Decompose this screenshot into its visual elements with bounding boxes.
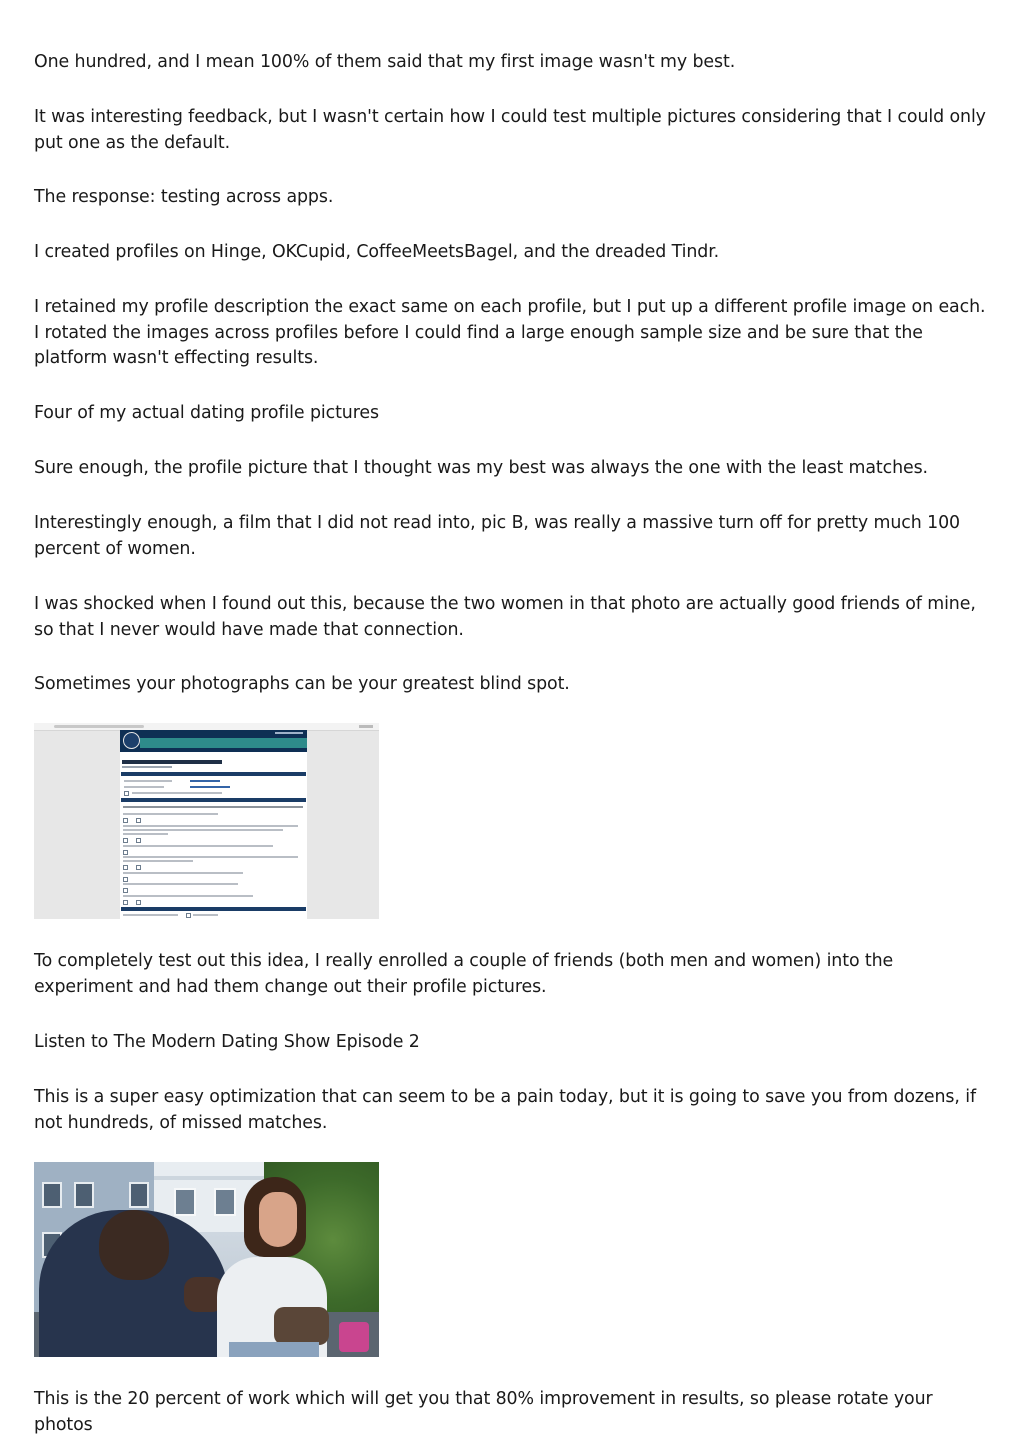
benefits-form-screenshot [34, 723, 379, 919]
couple-photo [34, 1162, 379, 1357]
paragraph: This is a super easy optimization that can seem to be a pain today, but it is going to save you from dozens, if not hundreds, of missed matches. [34, 1087, 976, 1133]
image-caption: Four of my actual dating profile pictures [34, 403, 379, 423]
paragraph: It was interesting feedback, but I wasn't certain how I could test multiple pictures considering that I could only put one as the default. [34, 107, 986, 153]
paragraph: Interestingly enough, a film that I did not read into, pic B, was really a massive turn off for pretty much 100 percent of women. [34, 513, 960, 559]
paragraph: I created profiles on Hinge, OKCupid, CoffeeMeetsBagel, and the dreaded Tindr. [34, 242, 720, 262]
paragraph: To completely test out this idea, I really enrolled a couple of friends (both men and women) into the experiment and had them change out their profile pictures. [34, 951, 894, 997]
paragraph: Listen to The Modern Dating Show Episode 2 [34, 1032, 420, 1052]
seal-icon [123, 732, 140, 749]
paragraph: The response: testing across apps. [34, 187, 334, 207]
form-page [120, 730, 307, 919]
paragraph: One hundred, and I mean 100% of them said that my first image wasn't my best. [34, 52, 736, 72]
paragraph: I was shocked when I found out this, because the two women in that photo are actually good friends of mine, so that I never would have made that connection. [34, 594, 976, 640]
paragraph: This is the 20 percent of work which will get you that 80% improvement in results, so please rotate your photos [34, 1389, 933, 1435]
paragraph: Sometimes your photographs can be your greatest blind spot. [34, 674, 570, 694]
site-banner [120, 730, 307, 752]
paragraph: I retained my profile description the exact same on each profile, but I put up a different profile image on each. I rotated the images across profiles before I could find a large enough sample size and be sure that the platform wasn't effecting results. [34, 297, 986, 369]
paragraph: Sure enough, the profile picture that I thought was my best was always the one with the least matches. [34, 458, 928, 478]
